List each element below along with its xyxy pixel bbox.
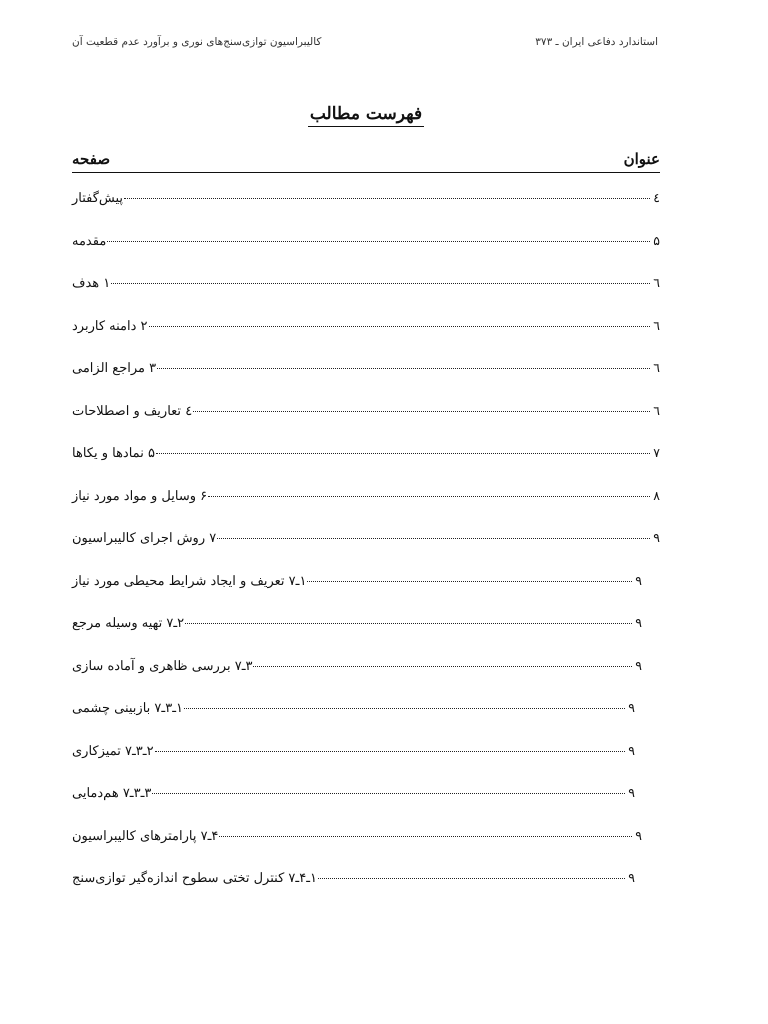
toc-entry-page: ٦	[653, 360, 660, 375]
toc-entry-text: ۷ روش اجرای کالیبراسیون	[72, 531, 217, 546]
toc-entry-text: ٤ تعاریف و اصطلاحات	[72, 403, 193, 419]
toc-entry-4[interactable]	[72, 403, 660, 446]
dot-leader	[307, 581, 632, 582]
toc-entry-page: ۵	[653, 232, 660, 248]
toc-entry-7-3-1[interactable]	[72, 700, 660, 743]
dot-leader	[149, 326, 650, 327]
toc-entry-page: ۹	[635, 572, 642, 588]
toc-entry-7[interactable]	[72, 530, 660, 573]
toc-entry-text: ۲ـ۳ـ۷ تمیزکاری	[72, 743, 154, 759]
toc-list	[72, 190, 660, 913]
toc-entry-7-1[interactable]	[72, 573, 660, 616]
toc-entry-7-4[interactable]	[72, 828, 660, 871]
toc-entry-7-3-2[interactable]	[72, 743, 660, 786]
dot-leader	[155, 751, 625, 752]
toc-entry-text: ۱ـ۴ـ۷ کنترل تختی سطوح اندازه‌گیر توازی‌سنج	[72, 871, 317, 886]
toc-entry-text: ۳ـ۳ـ۷ هم‌دمایی	[72, 786, 152, 801]
dot-leader	[318, 878, 625, 879]
toc-entry-2[interactable]	[72, 318, 660, 361]
column-page-label: صفحه	[72, 150, 111, 168]
toc-entry-text: ۲ـ۷ تهیه وسیله مرجع	[72, 616, 185, 631]
toc-entry-page: ۷	[653, 445, 660, 460]
toc-entry-3[interactable]	[72, 360, 660, 403]
toc-entry-introduction[interactable]	[72, 233, 660, 276]
toc-entry-text: ۵ نمادها و یکاها	[72, 446, 155, 461]
toc-entry-6[interactable]	[72, 488, 660, 531]
toc-column-header	[72, 150, 660, 173]
toc-entry-1[interactable]	[72, 275, 660, 318]
dot-leader	[156, 453, 650, 454]
toc-entry-page: ٤	[653, 190, 660, 205]
toc-entry-page: ۹	[628, 785, 635, 800]
dot-leader	[184, 708, 625, 709]
toc-entry-text: ۲ دامنه کاربرد	[72, 318, 148, 334]
toc-entry-page: ٦	[653, 402, 660, 418]
toc-entry-text: پیش‌گفتار	[72, 191, 124, 206]
toc-entry-page: ۹	[635, 657, 642, 673]
toc-title	[0, 104, 732, 124]
toc-entry-page: ۹	[628, 700, 635, 715]
toc-entry-text: ۳ـ۷ بررسی ظاهری و آماده سازی	[72, 658, 253, 674]
toc-entry-page: ۸	[653, 487, 660, 503]
dot-leader	[152, 793, 625, 794]
toc-entry-page: ٦	[653, 317, 660, 333]
toc-entry-page: ۹	[628, 742, 635, 758]
dot-leader	[157, 368, 650, 369]
toc-entry-text: ۱ـ۷ تعریف و ایجاد شرایط محیطی مورد نیاز	[72, 573, 307, 589]
toc-entry-preface[interactable]	[72, 190, 660, 233]
header-standard-number: استاندارد دفاعی ایران ـ ۳۷۳	[535, 36, 658, 48]
toc-entry-7-2[interactable]	[72, 615, 660, 658]
toc-title-text: فهرست مطالب	[308, 104, 424, 127]
toc-entry-7-3[interactable]	[72, 658, 660, 701]
toc-entry-text: ۶ وسایل و مواد مورد نیاز	[72, 488, 208, 504]
toc-entry-page: ۹	[635, 827, 642, 843]
running-header	[72, 36, 658, 52]
toc-entry-7-4-1[interactable]	[72, 870, 660, 913]
dot-leader	[208, 496, 650, 497]
dot-leader	[193, 411, 650, 412]
toc-entry-text: ۴ـ۷ پارامترهای کالیبراسیون	[72, 828, 219, 844]
dot-leader	[253, 666, 632, 667]
toc-entry-5[interactable]	[72, 445, 660, 488]
toc-entry-page: ٦	[653, 275, 660, 290]
dot-leader	[185, 623, 632, 624]
dot-leader	[219, 836, 632, 837]
header-document-title: کالیبراسیون توازی‌سنج‌های نوری و برآورد عدم قطعیت آن	[72, 36, 322, 48]
toc-entry-text: ۱ هدف	[72, 276, 111, 291]
toc-entry-page: ۹	[628, 870, 635, 885]
dot-leader	[111, 283, 650, 284]
dot-leader	[107, 241, 650, 242]
toc-entry-text: ۳ مراجع الزامی	[72, 361, 157, 376]
toc-entry-page: ۹	[653, 530, 660, 545]
toc-entry-text: ۱ـ۳ـ۷ بازبینی چشمی	[72, 701, 183, 716]
toc-entry-text: مقدمه	[72, 233, 107, 249]
toc-entry-page: ۹	[635, 615, 642, 630]
dot-leader	[217, 538, 650, 539]
dot-leader	[124, 198, 650, 199]
toc-entry-7-3-3[interactable]	[72, 785, 660, 828]
column-title-label: عنوان	[623, 150, 660, 168]
